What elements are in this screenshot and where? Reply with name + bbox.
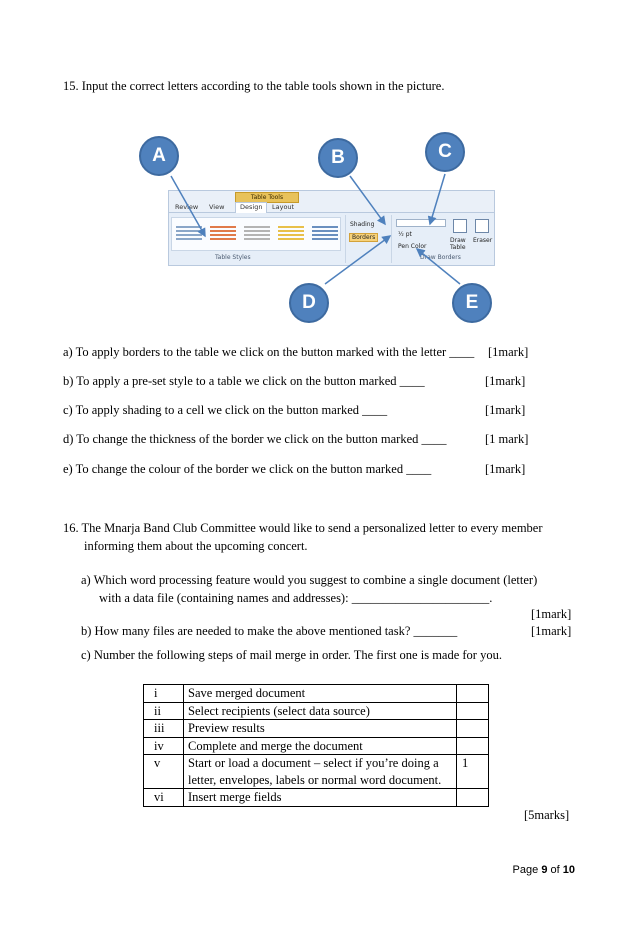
shading-button: Shading [350, 221, 375, 228]
tab-review: Review [175, 203, 199, 211]
table-row [144, 720, 489, 738]
step-text: Insert merge fields [184, 789, 457, 807]
step-answer-cell[interactable] [457, 702, 489, 720]
q15-item-c-mark: [1mark] [485, 403, 526, 417]
table-tools-figure [135, 124, 535, 324]
step-number: iv [144, 737, 184, 755]
footer-page-word: Page [512, 864, 539, 876]
table-row [144, 737, 489, 755]
callout-a: A [139, 136, 179, 176]
q15-item-a-mark: [1mark] [488, 345, 529, 359]
step-answer-cell[interactable] [457, 685, 489, 703]
q16-c-text: c) Number the following steps of mail merge in order. The first one is made for you. [81, 648, 502, 662]
step-number: v [144, 755, 184, 789]
mail-merge-steps-table [143, 684, 489, 807]
borders-button: Borders [349, 233, 378, 242]
pen-weight-selector: ½ pt [398, 231, 412, 238]
table-row [144, 789, 489, 807]
q16-b-text: b) How many files are needed to make the above mentioned task? _______ [81, 624, 458, 638]
q15-item-d-mark: [1 mark] [485, 432, 529, 446]
footer-of-word: of [550, 864, 560, 876]
q16-intro-line1: 16. The Mnarja Band Club Committee would like to send a personalized letter to every member [63, 521, 543, 535]
q15-item-d: d) To change the thickness of the border we click on the button marked ____ [63, 432, 447, 446]
step-answer-cell[interactable] [457, 789, 489, 807]
table-row [144, 685, 489, 703]
table-row [144, 755, 489, 789]
step-answer-cell[interactable] [457, 720, 489, 738]
step-number: vi [144, 789, 184, 807]
group-label-draw-borders: Draw Borders [420, 254, 461, 261]
q15-item-e-mark: [1mark] [485, 462, 526, 476]
step-number: iii [144, 720, 184, 738]
step-text-line1: Start or load a document – select if you’re doing a [188, 756, 439, 770]
callout-d: D [289, 283, 329, 323]
step-text-multiline [184, 755, 457, 789]
step-answer-cell[interactable] [457, 737, 489, 755]
q15-item-c: c) To apply shading to a cell we click on the button marked ____ [63, 403, 388, 417]
q15-item-e: e) To change the colour of the border we click on the button marked ____ [63, 462, 432, 476]
footer-page-number: 9 [541, 864, 548, 876]
arrow-e [417, 249, 460, 284]
step-text-line2: letter, envelopes, labels or normal word document. [188, 772, 442, 787]
step-text: Select recipients (select data source) [184, 702, 457, 720]
step-number: i [144, 685, 184, 703]
q15-item-b: b) To apply a pre-set style to a table we click on the button marked ____ [63, 374, 425, 388]
footer-page-total: 10 [562, 864, 575, 876]
step-text: Complete and merge the document [184, 737, 457, 755]
draw-table-label: Draw Table [450, 237, 466, 251]
q16-a-mark: [1mark] [531, 607, 572, 621]
step-answer-cell[interactable]: 1 [457, 755, 489, 789]
eraser-label: Eraser [473, 237, 493, 244]
pen-color-button: Pen Color [398, 243, 427, 250]
step-number: ii [144, 702, 184, 720]
tab-view: View [209, 203, 225, 211]
q16-intro-line2: informing them about the upcoming concert. [84, 539, 308, 553]
q16-c-mark: [5marks] [524, 808, 570, 822]
step-text: Save merged document [184, 685, 457, 703]
callout-b: B [318, 138, 358, 178]
page-footer [513, 864, 575, 876]
q15-item-a: a) To apply borders to the table we click on the button marked with the letter ____ [63, 345, 475, 359]
question-15-text: 15. Input the correct letters according to the table tools shown in the picture. [63, 79, 445, 93]
step-text: Preview results [184, 720, 457, 738]
arrow-d [325, 236, 390, 284]
tab-layout: Layout [272, 203, 295, 211]
arrow-c [430, 174, 445, 224]
tab-design: Design [235, 202, 267, 213]
arrow-a [171, 176, 205, 236]
table-tools-header: Table Tools [235, 192, 299, 203]
arrow-b [350, 176, 385, 224]
q16-a-line1: a) Which word processing feature would you suggest to combine a single document (letter) [81, 573, 538, 587]
callout-e: E [452, 283, 492, 323]
q16-b-mark: [1mark] [531, 624, 572, 638]
group-label-table-styles: Table Styles [215, 254, 251, 261]
q16-a-line2: with a data file (containing names and addresses): ______________________. [99, 591, 493, 605]
table-row [144, 702, 489, 720]
callout-c: C [425, 132, 465, 172]
q15-item-b-mark: [1mark] [485, 374, 526, 388]
